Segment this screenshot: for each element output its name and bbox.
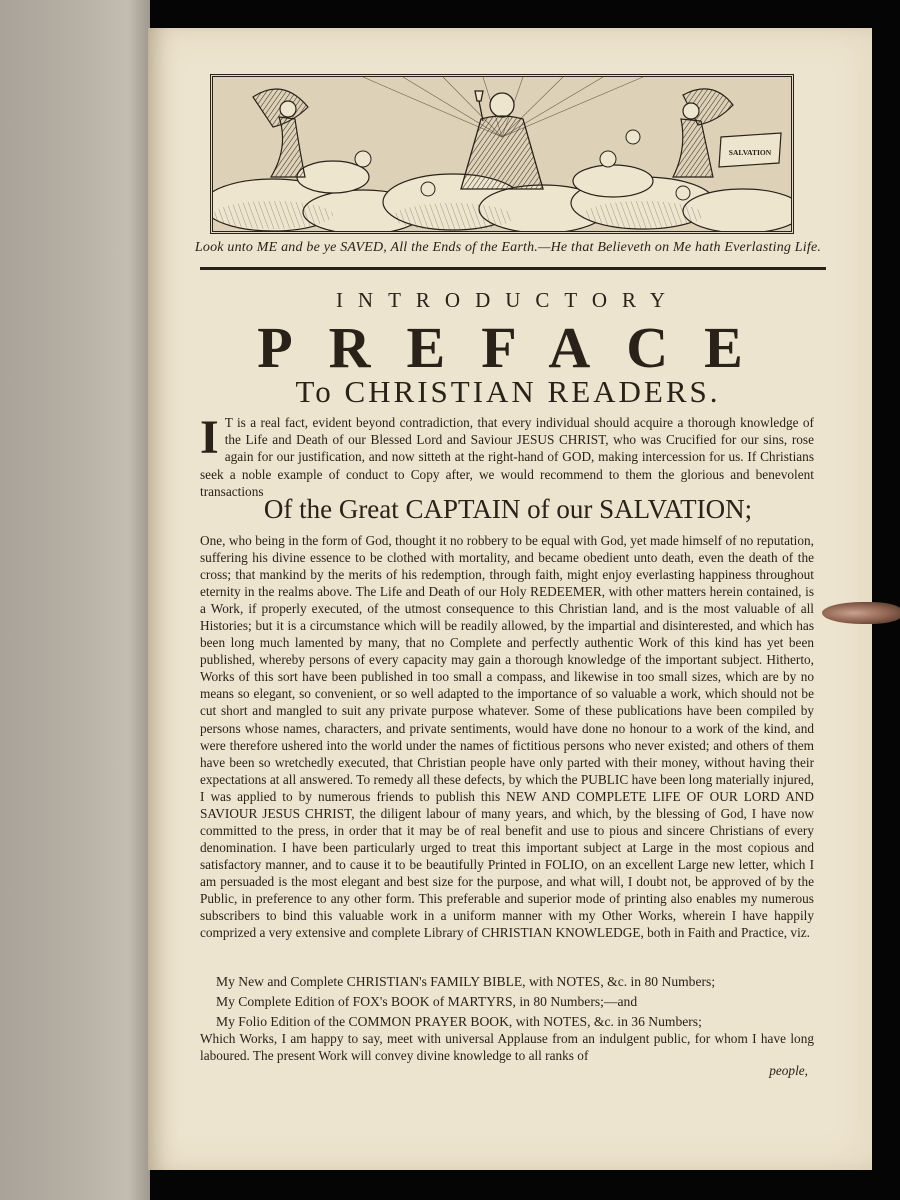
works-item-martyrs: My Complete Edition of FOX's BOOK of MARTYRS, in 80 Numbers;—and xyxy=(216,994,638,1009)
woodcut-illustration xyxy=(210,74,794,234)
title-introductory: INTRODUCTORY xyxy=(335,288,681,312)
previous-page-edge xyxy=(0,0,150,1200)
intro-text: T is a real fact, evident beyond contradiction, that every individual should acquire a thorough knowledge of the Life and Death of our Blessed Lord and Saviour JESUS CHRIST, who was Crucified for our sins, rose again for our justification, and now sitteth at the right-hand of GOD, making intercession for us. If Christians seek a noble example of conduct to Copy after, we would recommend to them the glorious and benevolent transactions xyxy=(200,415,814,499)
works-list xyxy=(216,972,816,1032)
woodcut-image xyxy=(213,77,791,231)
motto-caption: Look unto ME and be ye SAVED, All the Ends of the Earth.—He that Believeth on Me hath Everlasting Life. xyxy=(194,240,822,255)
book-page xyxy=(148,28,872,1170)
page-tab-marker xyxy=(822,602,900,624)
title-to-christian-readers: To CHRISTIAN READERS. xyxy=(295,374,721,409)
drop-cap: I xyxy=(200,411,219,464)
scroll-label: SALVATION xyxy=(728,148,772,157)
works-item-prayer-book: My Folio Edition of the COMMON PRAYER BOOK, with NOTES, &c. in 36 Numbers; xyxy=(216,1014,702,1029)
show-through-ghost xyxy=(8,20,128,520)
divider-rule xyxy=(200,267,826,270)
body-paragraph: One, who being in the form of God, thought it no robbery to be equal with God, yet made himself of no reputation, suffering his divine essence to be clothed with mortality, and became obedient unto death, even the death of the cross; that mankind by the merits of his redemption, through faith, might enjoy everlasting happiness throughout eternity in the realms above. The Life and Death of our Holy REDEEMER, with other matters herein contained, is a Work, if properly executed, of the utmost consequence to this Christian land, and is the most valuable of all Histories; but it is a circumstance which will be readily allowed, by the impartial and disinterested, and which has been long much lamented by many, that no Complete and perfectly authentic Work of this kind has yet been published, whereby persons of every capacity may gain a thorough knowledge of the important subject. Hitherto, Works of this sort have been published in too small a compass, and likewise in too small sizes, which are by no means so elegant, so convenient, or so well adapted to the importance of so valuable a work, which should not be cut short and mangled to suit any private purpose whatever. Some of these publications have been compiled by persons whose names, characters, and private sentiments, would have done no honour to a work of the kind, and were therefore ushered into the world under the names of fictitious persons who never existed; and others of them have been so wretchedly executed, that Christian people have only parted with their money, without having their expectations at all answered. To remedy all these defects, by which the PUBLIC have been long materially injured, I was applied to by numerous friends to publish this NEW AND COMPLETE LIFE OF OUR LORD AND SAVIOUR JESUS CHRIST, the diligent labour of many years, and which, by the blessing of God, I have now committed to the press, in order that it may be of real benefit and use to pious and sincere Christians of every denomination. I have been particularly urged to treat this important subject at Large in the most copious and satisfactory manner, and to cause it to be beautifully Printed in FOLIO, on an excellent Large new letter, which I am persuaded is the most elegant and best size for the purpose, and what will, I doubt not, be approved of by the Public, in preference to any other form. This preferable and superior mode of printing also enables my numerous subscribers to bind this valuable work in a uniform manner with my Other Works, wherein I have happily comprized a very extensive and complete Library of CHRISTIAN KNOWLEDGE, both in Faith and Practice, viz. xyxy=(200,533,814,941)
works-item-bible: My New and Complete CHRISTIAN's FAMILY BIBLE, with NOTES, &c. in 80 Numbers; xyxy=(216,974,716,989)
section-subheading: Of the Great CAPTAIN of our SALVATION; xyxy=(263,494,753,524)
catchword: people, xyxy=(769,1063,808,1078)
closing-paragraph: Which Works, I am happy to say, meet with universal Applause from an indulgent public, for whom I have long laboured. The present Work will convey divine knowledge to all ranks of xyxy=(200,1031,814,1064)
title-preface: PREFACE xyxy=(257,315,779,380)
intro-paragraph xyxy=(200,411,814,500)
